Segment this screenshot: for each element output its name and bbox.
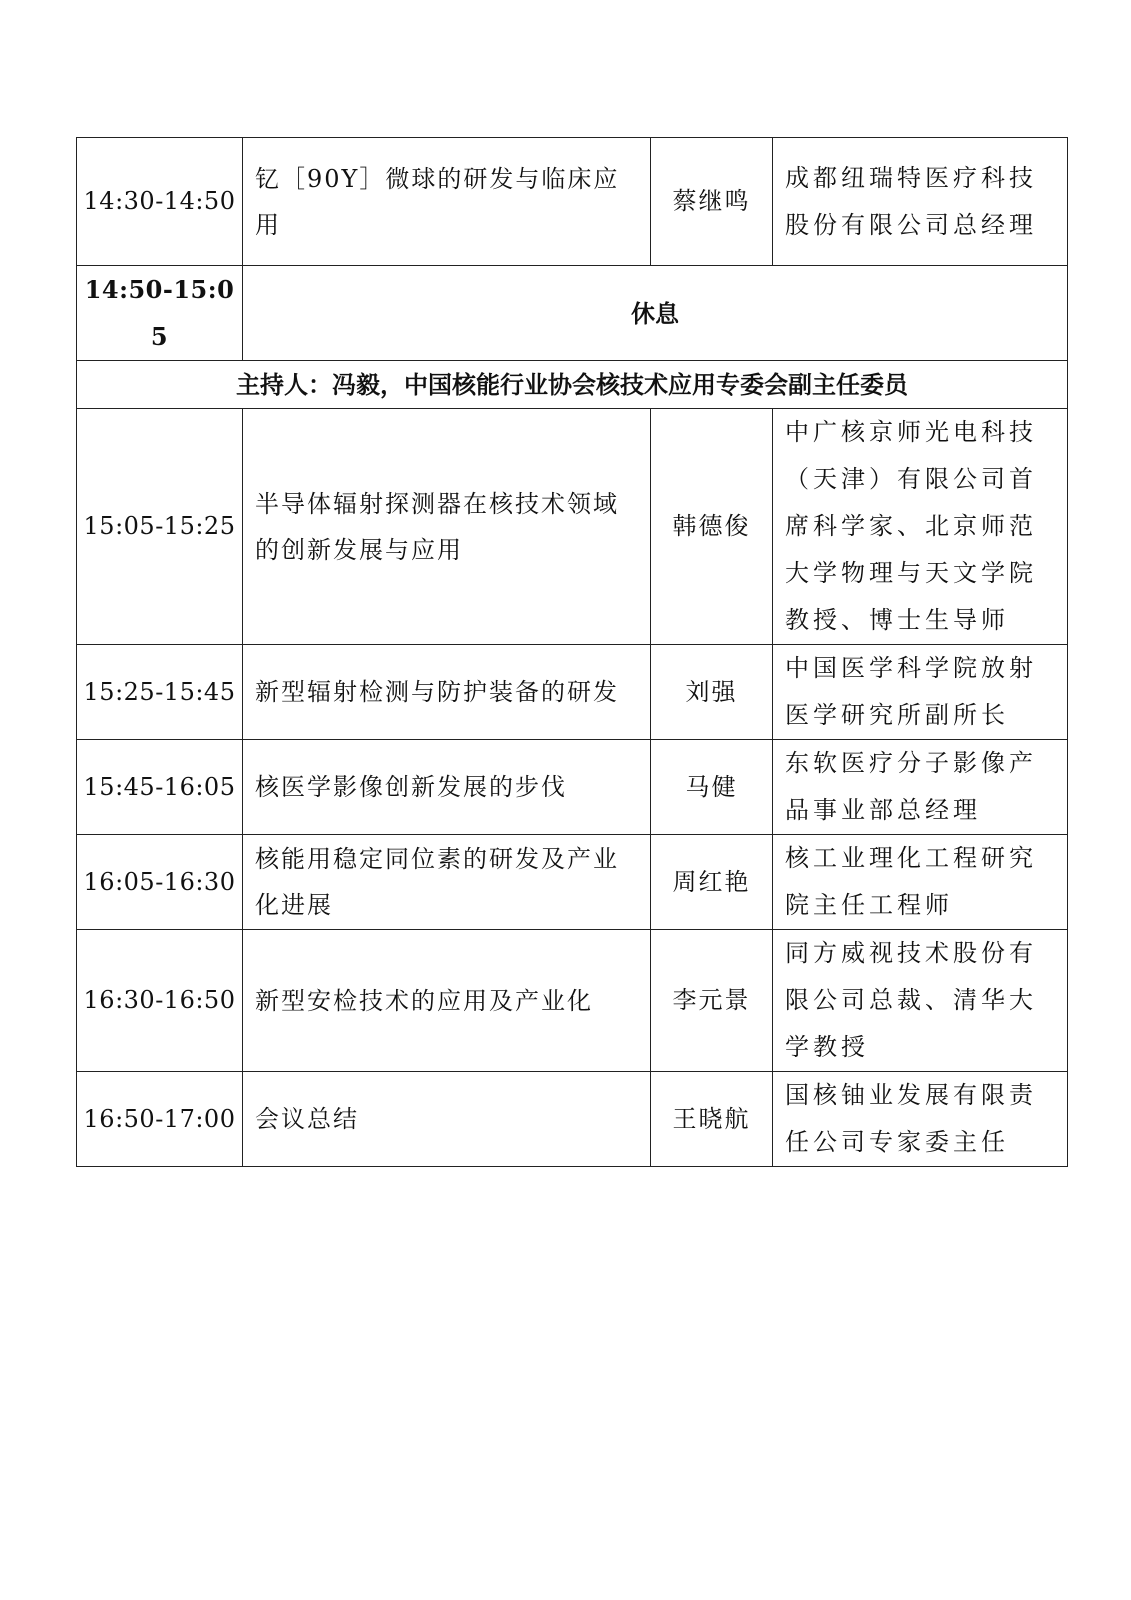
speaker-cell: 刘强 <box>651 645 773 740</box>
agenda-row <box>77 138 1068 266</box>
topic-cell: 核能用稳定同位素的研发及产业化进展 <box>243 835 651 930</box>
break-label-cell: 休息 <box>243 266 1068 361</box>
organization-cell: 中广核京师光电科技（天津）有限公司首席科学家、北京师范大学物理与天文学院教授、博士生导师 <box>773 409 1068 645</box>
agenda-row <box>77 740 1068 835</box>
agenda-row <box>77 409 1068 645</box>
speaker-cell: 王晓航 <box>651 1072 773 1167</box>
host-cell: 主持人：冯毅，中国核能行业协会核技术应用专委会副主任委员 <box>77 361 1068 409</box>
organization-cell: 成都纽瑞特医疗科技股份有限公司总经理 <box>773 138 1068 266</box>
host-row <box>77 361 1068 409</box>
time-cell: 16:05-16:30 <box>77 835 243 930</box>
topic-cell: 会议总结 <box>243 1072 651 1167</box>
time-cell: 15:25-15:45 <box>77 645 243 740</box>
organization-cell: 中国医学科学院放射医学研究所副所长 <box>773 645 1068 740</box>
topic-cell: 半导体辐射探测器在核技术领域的创新发展与应用 <box>243 409 651 645</box>
speaker-cell: 马健 <box>651 740 773 835</box>
topic-cell: 核医学影像创新发展的步伐 <box>243 740 651 835</box>
agenda-row <box>77 1072 1068 1167</box>
topic-cell: 新型辐射检测与防护装备的研发 <box>243 645 651 740</box>
time-cell: 16:30-16:50 <box>77 930 243 1072</box>
topic-cell: 新型安检技术的应用及产业化 <box>243 930 651 1072</box>
agenda-table <box>76 137 1068 1167</box>
topic-cell: 钇［90Y］微球的研发与临床应用 <box>243 138 651 266</box>
speaker-cell: 蔡继鸣 <box>651 138 773 266</box>
break-time-cell: 14:50-15:05 <box>77 266 243 361</box>
organization-cell: 同方威视技术股份有限公司总裁、清华大学教授 <box>773 930 1068 1072</box>
organization-cell: 国核铀业发展有限责任公司专家委主任 <box>773 1072 1068 1167</box>
time-cell: 15:05-15:25 <box>77 409 243 645</box>
speaker-cell: 周红艳 <box>651 835 773 930</box>
break-row <box>77 266 1068 361</box>
time-cell: 14:30-14:50 <box>77 138 243 266</box>
agenda-row <box>77 645 1068 740</box>
speaker-cell: 韩德俊 <box>651 409 773 645</box>
agenda-row <box>77 930 1068 1072</box>
organization-cell: 东软医疗分子影像产品事业部总经理 <box>773 740 1068 835</box>
time-cell: 16:50-17:00 <box>77 1072 243 1167</box>
agenda-row <box>77 835 1068 930</box>
speaker-cell: 李元景 <box>651 930 773 1072</box>
time-cell: 15:45-16:05 <box>77 740 243 835</box>
organization-cell: 核工业理化工程研究院主任工程师 <box>773 835 1068 930</box>
